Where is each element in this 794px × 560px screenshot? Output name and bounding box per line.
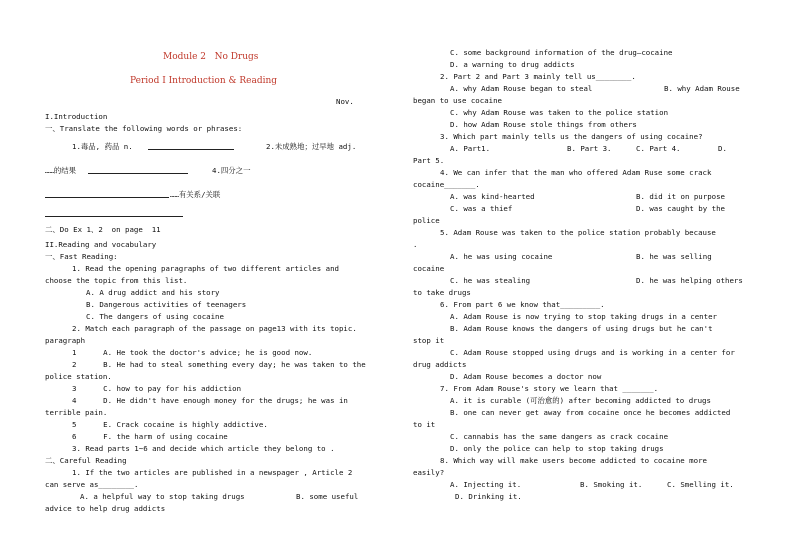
option-continuation: drug addicts — [413, 360, 467, 369]
option-continuation: began to use cocaine — [413, 96, 502, 105]
option-d[interactable]: D. Drinking it. — [455, 492, 522, 501]
question-text: 2. Part 2 and Part 3 mainly tell us________. — [440, 72, 636, 81]
answer-blank[interactable] — [148, 149, 234, 150]
option-a[interactable]: A. why Adam Rouse began to steal — [450, 84, 593, 93]
option-continuation: to take drugs — [413, 288, 471, 297]
match-row: 2 B. He had to steal something every day; he was taken to the — [72, 360, 366, 369]
option-c[interactable]: C. The dangers of using cocaine — [86, 312, 224, 321]
option-b[interactable]: B. why Adam Rouse — [664, 84, 740, 93]
answer-blank[interactable] — [88, 173, 188, 174]
option-a[interactable]: A. was kind-hearted — [450, 192, 535, 201]
option-a[interactable]: A. he was using cocaine — [450, 252, 553, 261]
question-text: 5. Adam Rouse was taken to the police station probably because — [440, 228, 716, 237]
option-b[interactable]: B. he was selling — [636, 252, 712, 261]
vocab-item-1: 1.毒品, 药品 n. — [72, 142, 133, 151]
option-c[interactable]: C. he was stealing — [450, 276, 531, 285]
question-text: 6. From part 6 we know that_________. — [440, 300, 605, 309]
option-d[interactable]: D. only the police can help to stop taking drugs — [450, 444, 664, 453]
option-c[interactable]: C. Smelling it. — [667, 480, 734, 489]
vocab-item-5: ……有关系/关联 — [170, 190, 221, 199]
option-d[interactable]: D. was caught by the — [636, 204, 725, 213]
module-title: Module 2 No Drugs — [163, 52, 259, 62]
match-row: 1 A. He took the doctor's advice; he is good now. — [72, 348, 313, 357]
question-text: easily? — [413, 468, 445, 477]
fast-reading-heading: 一、Fast Reading: — [45, 252, 118, 261]
option-b[interactable]: B. one can never get away from cocaine once he becomes addicted — [450, 408, 731, 417]
question-text: choose the topic from this list. — [45, 276, 188, 285]
vocab-item-2: 2.未成熟地；过早地 adj. — [266, 142, 357, 151]
option-b[interactable]: B. did it on purpose — [636, 192, 725, 201]
option-b[interactable]: B. Adam Rouse knows the dangers of using drugs but he can't — [450, 324, 713, 333]
option-c[interactable]: C. why Adam Rouse was taken to the police station — [450, 108, 669, 117]
match-row-continuation: terrible pain. — [45, 408, 108, 417]
option-c[interactable]: C. cannabis has the same dangers as crack cocaine — [450, 432, 669, 441]
option-a[interactable]: A. A drug addict and his story — [86, 288, 220, 297]
option-continuation: police — [413, 216, 440, 225]
option-b[interactable]: B. Smoking it. — [580, 480, 643, 489]
option-b[interactable]: B. Part 3. — [567, 144, 612, 153]
option-continuation: cocaine — [413, 264, 445, 273]
option-d[interactable]: D. how Adam Rouse stole things from others — [450, 120, 637, 129]
option-b[interactable]: B. Dangerous activities of teenagers — [86, 300, 247, 309]
answer-blank[interactable] — [45, 216, 183, 217]
option-c[interactable]: C. some background information of the drug—cocaine — [450, 48, 673, 57]
option-a[interactable]: A. Part1. — [450, 144, 491, 153]
question-text: 1. Read the opening paragraphs of two different articles and — [72, 264, 339, 273]
option-a[interactable]: A. it is curable (可治愈的) after becoming addicted to drugs — [450, 396, 711, 405]
question-text: 4. We can infer that the man who offered Adam Ruse some crack — [440, 168, 712, 177]
option-c[interactable]: C. Part 4. — [636, 144, 681, 153]
match-row-continuation: police station. — [45, 372, 112, 381]
option-c[interactable]: C. Adam Rouse stopped using drugs and is working in a center for — [450, 348, 735, 357]
match-row: 6 F. the harm of using cocaine — [72, 432, 228, 441]
section-reading-vocabulary: II.Reading and vocabulary — [45, 240, 157, 249]
option-d[interactable]: D. Adam Rouse becomes a doctor now — [450, 372, 602, 381]
date-label: Nov. — [336, 97, 354, 106]
section-introduction: I.Introduction — [45, 112, 108, 121]
answer-blank[interactable] — [45, 197, 169, 198]
question-text: 7. From Adam Rouse's story we learn that _______. — [440, 384, 659, 393]
option-c[interactable]: C. was a thief — [450, 204, 513, 213]
question-text: 2. Match each paragraph of the passage on page13 with its topic. — [72, 324, 357, 333]
option-b[interactable]: B. some useful — [296, 492, 359, 501]
match-row: 3 C. how to pay for his addiction — [72, 384, 242, 393]
option-continuation: advice to help drug addicts — [45, 504, 166, 513]
option-d[interactable]: D. — [718, 144, 727, 153]
period-title: Period I Introduction & Reading — [130, 76, 278, 86]
paragraph-label: paragraph — [45, 336, 86, 345]
question-text: 8. Which way will make users become addicted to cocaine more — [440, 456, 707, 465]
option-continuation: Part 5. — [413, 156, 445, 165]
question-text: 3. Which part mainly tells us the dangers of using cocaine? — [440, 132, 703, 141]
question-text: cocaine_______. — [413, 180, 480, 189]
question-text: . — [413, 240, 418, 249]
option-d[interactable]: D. he was helping others — [636, 276, 743, 285]
option-d[interactable]: D. a warning to drug addicts — [450, 60, 575, 69]
vocab-item-4: 4.四分之一 — [212, 166, 251, 175]
option-continuation: stop it — [413, 336, 445, 345]
option-a[interactable]: A. Adam Rouse is now trying to stop taking drugs in a center — [450, 312, 717, 321]
question-text: can serve as________. — [45, 480, 139, 489]
match-row: 4 D. He didn't have enough money for the drugs; he was in — [72, 396, 348, 405]
exercise-instruction: 二、Do Ex 1、2 on page 11 — [45, 225, 161, 234]
careful-reading-heading: 二、Careful Reading — [45, 456, 127, 465]
translate-instruction: 一、Translate the following words or phrases: — [45, 124, 243, 133]
option-a[interactable]: A. a helpful way to stop taking drugs — [80, 492, 245, 501]
question-text: 1. If the two articles are published in a newspager , Article 2 — [72, 468, 353, 477]
option-a[interactable]: A. Injecting it. — [450, 480, 522, 489]
match-row: 5 E. Crack cocaine is highly addictive. — [72, 420, 268, 429]
vocab-item-3: ……的结果 — [45, 166, 77, 175]
question-text: 3. Read parts 1~6 and decide which article they belong to . — [72, 444, 335, 453]
option-continuation: to it — [413, 420, 436, 429]
